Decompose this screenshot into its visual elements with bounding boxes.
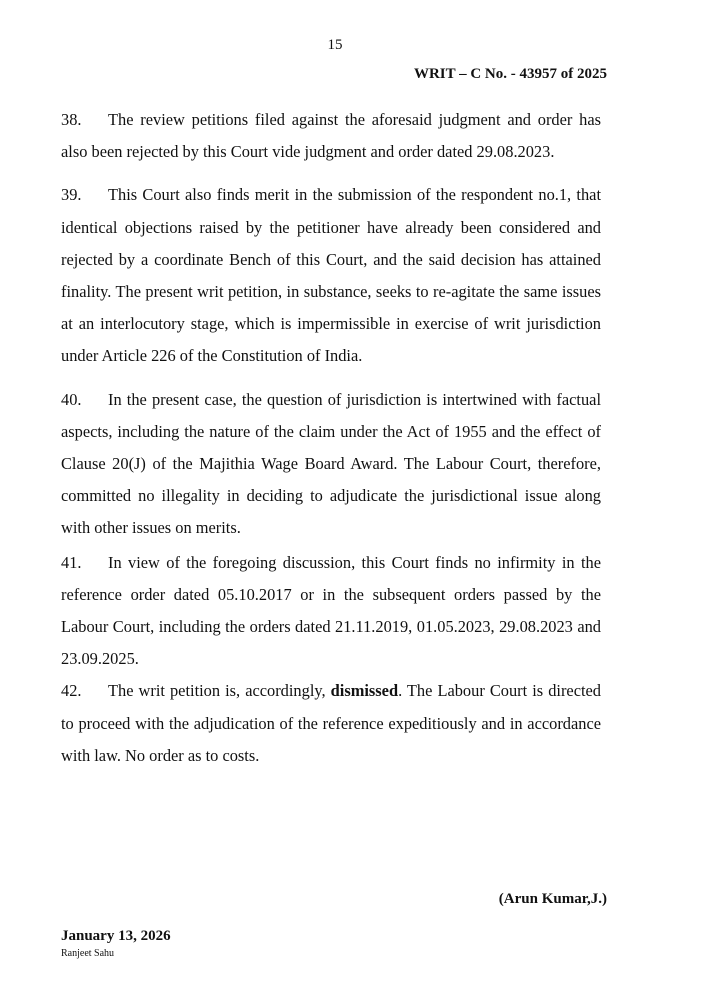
paragraph-number: 38.: [61, 110, 82, 129]
page-number: 15: [327, 37, 343, 53]
paragraph-number: 40.: [61, 389, 82, 409]
paragraph-39: [61, 179, 601, 372]
judge-signature: (Arun Kumar,J.): [498, 891, 607, 907]
paragraph-38: [61, 104, 601, 168]
case-number-header: WRIT – C No. - 43957 of 2025: [413, 66, 607, 82]
judgment-body: [61, 104, 601, 772]
clerk-name: Ranjeet Sahu: [61, 948, 115, 959]
paragraph-text: In the present case, the question of jurisdiction is intertwined with factual aspects, including the nature of the claim under the Act of 1955 and the effect of Clause 20(J) of the Majithia Wage Board Award. The Labour Court, therefore, committed no illegality in deciding to adjudicate the jurisdictional issue along with other issues on merits.: [61, 389, 601, 538]
paragraph-text: The review petitions filed against the aforesaid judgment and order has also been rejected by this Court vide judgment and order dated 29.08.2023.: [61, 110, 601, 162]
paragraph-text: . The Labour Court is directed to proceed with the adjudication of the reference expeditiously and in accordance with law. No order as to costs.: [61, 681, 601, 765]
paragraph-41: [61, 547, 601, 676]
paragraph-number: 42.: [61, 681, 82, 701]
paragraph-number: 41.: [61, 552, 82, 572]
judgment-date: January 13, 2026: [61, 928, 171, 944]
paragraph-text: The writ petition is, accordingly,: [108, 681, 331, 701]
paragraph-42: [61, 675, 601, 772]
paragraph-text: This Court also finds merit in the submission of the respondent no.1, that identical objections raised by the petitioner have already been considered and rejected by a coordinate Bench of this Court, and the said decision has attained finality. The present writ petition, in substance, seeks to re-agitate the same issues at an interlocutory stage, which is impermissible in exercise of writ jurisdiction under Article 226 of the Constitution of India.: [61, 185, 601, 366]
paragraph-text: In view of the foregoing discussion, this Court finds no infirmity in the reference order dated 05.10.2017 or in the subsequent orders passed by the Labour Court, including the orders dated 21.11.2019, 01.05.2023, 29.08.2023 and 23.09.2025.: [61, 552, 601, 669]
dismissed-emphasis: dismissed: [330, 681, 399, 701]
paragraph-number: 39.: [61, 185, 82, 205]
paragraph-40: [61, 384, 601, 545]
